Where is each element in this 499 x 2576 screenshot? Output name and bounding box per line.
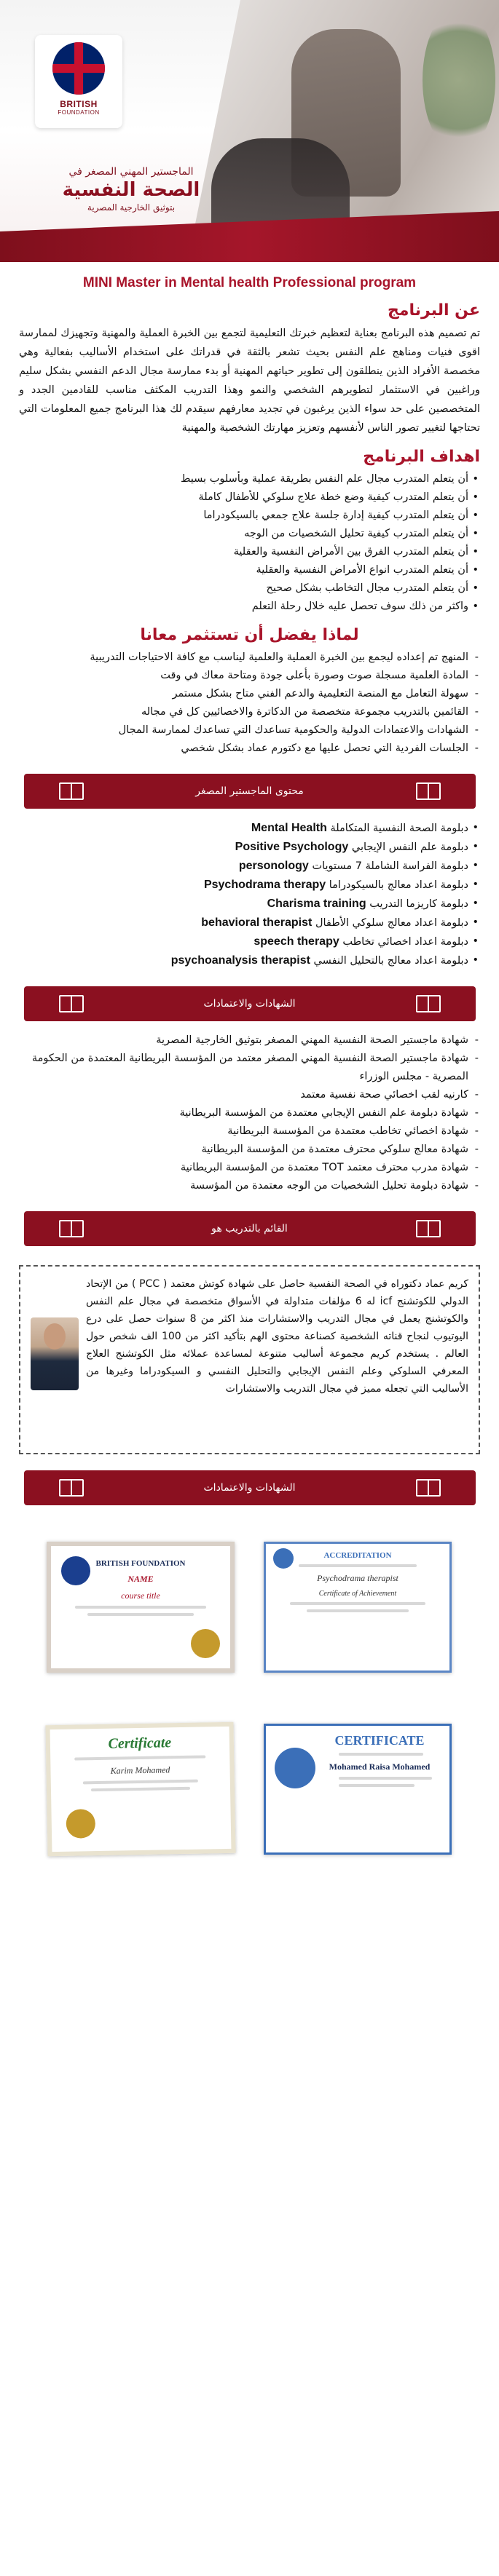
certifications-banner-text: الشهادات والاعتمادات [203, 998, 296, 1010]
list-item: • أن يتعلم المتدرب كيفية إدارة جلسة علاج جمعي بالسيكودراما [19, 507, 480, 525]
list-item: - الشهادات والاعتمادات الدولية والحكومية تساعدك التي تساعدك لممارسة المجال [19, 721, 480, 740]
cert-line [87, 1613, 195, 1616]
cert-title: ACCREDITATION [323, 1551, 392, 1560]
diploma-en: Mental Health [251, 822, 327, 834]
list-item: - المنهج تم إعداده ليجمع بين الخبرة العملية والعلمية ليناسب مع كافة الاحتياجات التدريبية [19, 649, 480, 667]
diploma-ar: دبلومة علم النفس الإيجابي [351, 841, 468, 853]
content-banner [24, 774, 476, 809]
union-jack-icon [52, 42, 105, 95]
cert-course: course title [121, 1590, 160, 1601]
book-icon [59, 995, 84, 1012]
book-icon [59, 782, 84, 800]
list-item: - شهادة مدرب محترف معتمد TOT معتمدة من المؤسسة البريطانية [19, 1159, 480, 1177]
list-item [19, 857, 480, 876]
list-item: • أن يتعلم المتدرب انواع الأمراض النفسية والعقلية [19, 561, 480, 579]
diploma-en: behavioral therapist [201, 916, 313, 929]
trainer-bio: كريم عماد دكتوراه في الصحة النفسية حاصل على شهادة كوتش معتمد ( PCC ) من الإتحاد الدولي للكوتشنج icf له 6 مؤلفات متداولة في الأسواق متخصصة في مجال علم النفس والكوتشنج يعمل في مجال التدريب والاستشارات منذ اكثر من 8 سنوات حصل على درع اليوتيوب لنجاح قناته الشخصية كصناعة محتوى الهم بتأكيد اكثر من 100 الف شخص حول العالم . يستخدم كريم مجموعة أساليب متنوعة لمساعدة عملائه مثل الكوتشنج العلاج المعرفي السلوكي وعلم النفس الإيجابي والتحليل النفسي و السيكودراما وغيرها من الأساليب التي تجعله مميز في مجال التدريب والاستشارات [86, 1278, 469, 1395]
list-item: - شهادة دبلومة علم النفس الإيجابي معتمدة من المؤسسة البريطانية [19, 1104, 480, 1122]
why-heading: لماذا يفضل أن تستثمر معانا [140, 626, 359, 644]
logo-line2: FOUNDATION [58, 109, 100, 116]
diploma-en: Charisma training [267, 897, 366, 910]
list-item: • أن يتعلم المتدرب الفرق بين الأمراض النفسية والعقلية [19, 543, 480, 561]
diploma-ar: دبلومة الصحة النفسية المتكاملة [330, 823, 468, 834]
diploma-ar: دبلومة اعداد معالج سلوكي الأطفال [315, 917, 468, 929]
list-item: • واكثر من ذلك سوف تحصل عليه خلال رحلة التعلم [19, 598, 480, 616]
book-icon [416, 995, 441, 1012]
list-item: - شهادة ماجستير الصحة النفسية المهني المصغر بتوثيق الخارجية المصرية [19, 1031, 480, 1050]
certificate-image [47, 1542, 235, 1673]
book-icon [59, 1479, 84, 1497]
list-item: - الجلسات الفردية التي تحصل عليها مع دكتورم عماد بشكل شخصي [19, 740, 480, 758]
list-item: - القائمين بالتدريب مجموعة متخصصة من الدكاترة والاخصائيين كل في مجاله [19, 703, 480, 721]
list-item [19, 895, 480, 914]
certificate-image [45, 1722, 235, 1856]
diploma-en: personology [238, 860, 309, 872]
hero-banner [0, 0, 499, 262]
seal-icon [66, 1809, 95, 1839]
list-item: • أن يتعلم المتدرب مجال علم النفس بطريقة عملية وبأسلوب بسيط [19, 470, 480, 488]
about-heading: عن البرنامج [388, 301, 480, 320]
hero-title: الصحة النفسية [62, 179, 200, 201]
british-foundation-logo [35, 35, 122, 128]
list-item: - شهادة اخصائي تخاطب معتمدة من المؤسسة البريطانية [19, 1122, 480, 1141]
objectives-list [19, 470, 480, 616]
cert-line [91, 1787, 190, 1791]
objectives-heading: اهداف البرنامج [363, 448, 480, 466]
seal-icon [273, 1548, 294, 1569]
diploma-en: speech therapy [254, 935, 339, 948]
plant-image [423, 7, 495, 153]
cert-line [339, 1753, 423, 1756]
trainer-box [19, 1265, 480, 1454]
certificate-image [264, 1542, 452, 1673]
why-list [19, 649, 480, 758]
list-item: - شهادة دبلومة تحليل الشخصيات من الوجه معتمدة من المؤسسة [19, 1177, 480, 1195]
book-icon [416, 782, 441, 800]
hero-subtitle: الماجستير المهني المصغر في [68, 166, 194, 178]
cert-name: Mohamed Raisa Mohamed [329, 1761, 431, 1772]
hero-tagline: بتوثيق الخارجية المصرية [87, 202, 176, 213]
book-icon [416, 1220, 441, 1237]
gallery-banner [24, 1470, 476, 1505]
list-item [19, 876, 480, 895]
diploma-ar: دبلومة الفراسة الشاملة 7 مستويات [312, 860, 468, 872]
cert-line [75, 1606, 207, 1609]
cert-line [74, 1755, 206, 1760]
certifications-banner [24, 986, 476, 1021]
diploma-ar: دبلومة كاريزما التدريب [369, 898, 468, 910]
cert-name: Psychodrama therapist [317, 1573, 398, 1583]
certificate-image [264, 1724, 452, 1855]
cert-line [83, 1780, 198, 1785]
list-item [19, 819, 480, 838]
list-item: • أن يتعلم المتدرب كيفية وضع خطة علاج سلوكي للأطفال كاملة [19, 488, 480, 507]
seal-icon [275, 1748, 315, 1788]
cert-title: Certificate [108, 1735, 172, 1752]
diploma-en: psychoanalysis therapist [170, 954, 310, 967]
cert-line [339, 1784, 414, 1787]
page-title: MINI Master in Mental health Professional program [82, 275, 417, 290]
list-item: - المادة العلمية مسجلة صوت وصورة بأعلى جودة ومتاحة معاك في وقت [19, 667, 480, 685]
content-section [0, 819, 499, 970]
cert-line [307, 1609, 408, 1612]
about-text: تم تصميم هذه البرنامج بعناية لتعظيم خبرتك التعليمية لتجمع بين الخبرة العملية والمهنية وتجهيزك لممارسة اقوى فنيات ومناهج علم النفس بحيث تشعر بالثقة في قدراتك على استخدام الأساليب بفعالية وهي مخصصة الأفراد الذين ينطلقون إلى تطوير حياتهم المهنية أو بدء ممارسة مجال الدعم النفسي بشكل سليم وراغبين في الاستثمار لتطويرهم الشخصي والنمو وهذا التدريب المكثف مناسب للقادمين الجدد و المتخصصين على حد سواء الذين يرغبون في تجديد معارفهم سيقدم لك هذا البرنامج جميع المعلومات التي تحتاجها لتغيير تصور الناس لأنفسهم وتعزيز مهارتك الشخصية والمهنية [19, 328, 480, 434]
trainer-photo [31, 1317, 79, 1390]
cert-name: Karim Mohamed [110, 1764, 170, 1776]
list-item [19, 838, 480, 857]
trainer-banner [24, 1211, 476, 1246]
list-item: - شهادة معالج سلوكي محترف معتمدة من المؤسسة البريطانية [19, 1141, 480, 1159]
hero-title-block [29, 166, 233, 213]
seal-icon [191, 1629, 220, 1658]
list-item: - كارنيه لقب اخصائي صحة نفسية معتمد [19, 1086, 480, 1104]
diploma-ar: دبلومة اعداد معالج بالسيكودراما [329, 879, 468, 891]
certifications-list [19, 1031, 480, 1195]
diploma-ar: دبلومة اعداد معالج بالتحليل النفسي [313, 955, 468, 967]
list-item [19, 951, 480, 970]
cert-line [299, 1564, 417, 1567]
list-item: - سهولة التعامل مع المنصة التعليمية والدعم الفني متاح بشكل مستمر [19, 685, 480, 703]
list-item: • أن يتعلم المتدرب مجال التخاطب بشكل صحيح [19, 579, 480, 598]
diploma-en: Psychodrama therapy [203, 879, 326, 891]
list-item [19, 914, 480, 932]
about-section [0, 301, 499, 758]
diploma-en: Positive Psychology [235, 841, 349, 853]
trainer-banner-text: القائم بالتدريب هو [211, 1223, 288, 1235]
seal-icon [61, 1556, 90, 1585]
list-item [19, 932, 480, 951]
cert-line [290, 1602, 425, 1605]
list-item: • أن يتعلم المتدرب كيفية تحليل الشخصيات من الوجه [19, 525, 480, 543]
cert-subtitle: Certificate of Achievement [318, 1590, 397, 1598]
cert-line [339, 1777, 432, 1780]
diploma-ar: دبلومة اعداد اخصائي تخاطب [342, 936, 468, 948]
book-icon [416, 1479, 441, 1497]
gallery-banner-text: الشهادات والاعتمادات [203, 1482, 296, 1494]
cert-title: BRITISH FOUNDATION [95, 1559, 186, 1568]
logo-line1: BRITISH [60, 99, 98, 109]
certifications-section [0, 1031, 499, 1195]
content-banner-text: محتوى الماجستير المصغر [195, 785, 304, 797]
diploma-list [19, 819, 480, 970]
cert-name: NAME [127, 1574, 154, 1584]
book-icon [59, 1220, 84, 1237]
certificate-gallery [0, 1527, 499, 1935]
cert-title: CERTIFICATE [334, 1733, 425, 1748]
list-item: - شهادة ماجستير الصحة النفسية المهني المصغر معتمد من المؤسسة البريطانية المعتمدة من الحكومة المصرية - مجلس الوزراء [19, 1050, 480, 1086]
